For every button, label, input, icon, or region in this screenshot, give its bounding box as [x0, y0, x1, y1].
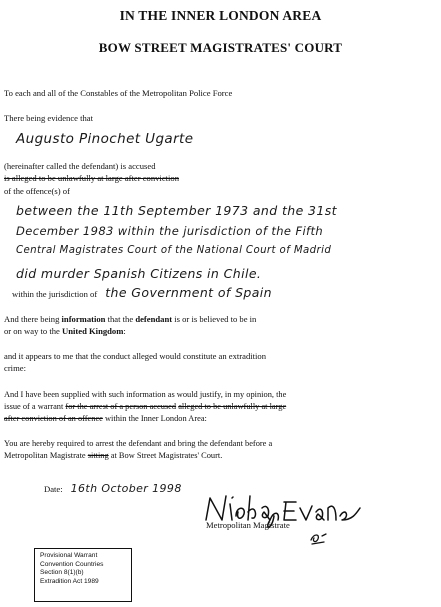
jurisdiction-row — [12, 284, 272, 302]
supplied-text-a: issue of a warrant — [4, 402, 64, 411]
stamp-line-3: Section 8(1)(b) — [40, 569, 84, 577]
conduct-line-1: and it appears to me that the conduct alleged would constitute an extradition — [4, 351, 267, 361]
date-row — [44, 479, 182, 497]
stamp-line-4: Extradition Act 1989 — [40, 577, 99, 585]
information-text-c: is or is believed to be in — [174, 314, 257, 324]
date-label: Date: — [44, 484, 63, 494]
supplied-strike-b: alleged to be unlawfully at large — [178, 402, 287, 411]
information-word: information — [61, 314, 106, 324]
information-line-2 — [4, 326, 126, 336]
offence-line-3: Central Magistrates Court of the National Court of Madrid — [16, 245, 332, 256]
defendant-name: Augusto Pinochet Ugarte — [16, 131, 194, 147]
required-line-1: You are hereby required to arrest the defendant and bring the defendant before a — [4, 439, 273, 448]
supplied-text-b: within the Inner London Area: — [105, 414, 207, 423]
supplied-strike-c: after conviction of an offence — [4, 414, 103, 423]
hereinafter-text: (hereinafter called the defendant) is accused — [4, 161, 156, 171]
offence-line-2: December 1983 within the jurisdiction of the Fifth — [16, 224, 324, 238]
required-text-b: at Bow Street Magistrates' Court. — [110, 451, 223, 460]
required-strike: sitting — [87, 451, 109, 460]
supplied-strike-a: for the arrest of a person accused — [65, 402, 177, 411]
header-court: BOW STREET MAGISTRATES' COURT — [98, 40, 343, 55]
provisional-warrant-stamp — [34, 548, 132, 602]
information-text-e: : — [123, 326, 126, 336]
information-text-b: that the — [107, 314, 134, 324]
date-value: 16th October 1998 — [70, 482, 182, 495]
supplied-line-2 — [4, 402, 286, 411]
information-text-a: And there being — [4, 314, 60, 324]
stamp-line-2: Convention Countries — [40, 560, 104, 568]
addressee: To each and all of the Constables of the Metropolitan Police Force — [4, 88, 233, 98]
signer-title: Metropolitan Magistrate — [206, 520, 290, 530]
struck-alleged-text: is alleged to be unlawfully at large after conviction — [4, 173, 179, 183]
of-offence-text: of the offence(s) of — [4, 186, 70, 196]
jurisdiction-prefix: within the jurisdiction of — [12, 289, 98, 299]
header-area: IN THE INNER LONDON AREA — [119, 8, 322, 23]
conduct-line-2: crime: — [4, 363, 26, 373]
initials-flourish-icon — [308, 530, 328, 546]
jurisdiction-value: the Government of Spain — [105, 285, 272, 300]
offence-line-4: did murder Spanish Citizens in Chile. — [16, 266, 262, 281]
uk-word: United Kingdom — [62, 326, 124, 336]
information-text-d: or on way to the — [4, 326, 60, 336]
required-text-a: Metropolitan Magistrate — [4, 451, 86, 460]
supplied-line-3 — [4, 414, 207, 423]
stamp-line-1: Provisional Warrant — [40, 552, 98, 559]
defendant-word: defendant — [135, 314, 173, 324]
required-line-2 — [4, 451, 222, 460]
information-line-1 — [4, 314, 256, 324]
supplied-line-1: And I have been supplied with such information as would justify, in my opinion, the — [4, 390, 287, 399]
evidence-intro: There being evidence that — [4, 113, 93, 123]
offence-line-1: between the 11th September 1973 and the 31st — [16, 203, 337, 218]
